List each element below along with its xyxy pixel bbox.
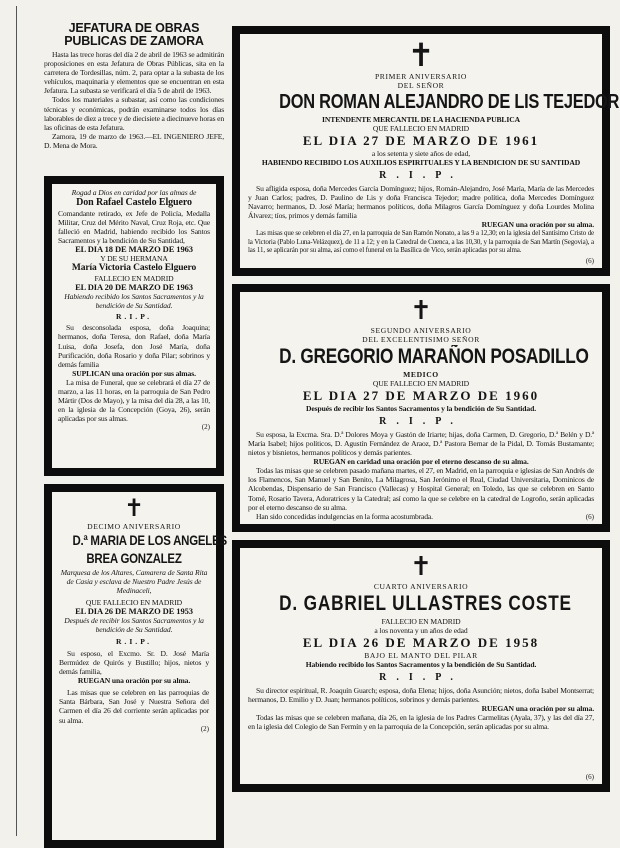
tejedor-sacramentos: HABIENDO RECIBIDO LOS AUXILIOS ESPIRITUALES Y LA BENDICION DE SU SANTIDAD — [261, 158, 581, 167]
ullastres-rip: R.I.P. — [379, 672, 463, 683]
right-column — [232, 26, 620, 792]
cross-icon: ✝ — [410, 296, 432, 326]
brea-rip: R.I.P. — [115, 637, 153, 646]
brea-name-1: D.ª MARIA DE LOS ANGELES — [72, 532, 227, 548]
castelo-name-2: María Victoria Castelo Elguero — [71, 263, 197, 274]
maranon-role: MEDICO — [403, 370, 439, 379]
castelo-desc-1: Comandante retirado, ex Jefe de Policía, Medalla Militar, Cruz del Mérito Naval, Cruz Roja, etc. Que falleció en Madrid, habiendo recibido los Santos Sacramentos y la bendición de Su Santidad, — [58, 209, 210, 246]
ullastres-masses: Todas las misas que se celebren mañana, día 26, en la iglesia de los Padres Carmelitas (Ayala, 37), y las del día 27, en la iglesia del Colegio de San Fermín y en la parroquia de la Concepción, serán aplicadas por su alma. — [248, 713, 594, 732]
tejedor-family: Su afligida esposa, doña Mercedes García Domínguez; hijos, Román-Alejandro, José María, María de las Mercedes y Juan Carlos; padres, D. Paulino de Lis y doña Francisca Tejedor; madre política, doña Mercedes Domínguez Navarro; hermanos, D. José María; hermanos políticos, doña Milagros García Domínguez y doña Lourdes Molina Álvarez; tíos, primos y demás familia — [248, 184, 594, 221]
maranon-indulgencias: Han sido concedidas indulgencias en la forma acostumbrada. — [256, 511, 433, 521]
tejedor-del: DEL SEÑOR — [397, 81, 445, 90]
brea-desc: Marquesa de los Altares, Camarera de Santa Rita de Casia y esclava de Nuestro Padre Jesús de Medinaceli, — [60, 568, 208, 595]
obituary-tejedor — [232, 26, 620, 276]
tejedor-aniversario: PRIMER ANIVERSARIO — [374, 72, 468, 81]
tejedor-date: EL DIA 27 DE MARZO DE 1961 — [302, 133, 540, 148]
castelo-intro: Rogad a Dios en caridad por las almas de — [71, 188, 197, 197]
tejedor-name: DON ROMAN ALEJANDRO DE LIS TEJEDOR — [279, 91, 620, 113]
obituary-castelo — [44, 176, 224, 476]
brea-number: (2) — [200, 724, 209, 733]
maranon-sacramentos: Después de recibir los Santos Sacramentos y la bendición de Su Santidad. — [305, 404, 537, 413]
maranon-del: DEL EXCELENTISIMO SEÑOR — [362, 335, 480, 344]
tejedor-age: a los setenta y siete años de edad, — [371, 149, 471, 158]
maranon-number: (6) — [585, 513, 594, 521]
castelo-number: (2) — [201, 423, 210, 432]
castelo-family: Su desconsolada esposa, doña Joaquina; hermanos, doña Teresa, don Rafael, doña María Luisa, doña Josefa, don José María, doña Purificación, doña Rosario y doña Pilar; sobrinos y demás familia — [58, 323, 210, 369]
maranon-family: Su esposa, la Excma. Sra. D.ª Dolores Moya y Gastón de Iriarte; hijas, doña Carmen, D. Gregorio, D.ª Belén y D.ª María Isabel; hijos políticos, D. Agustín Fernández de Araoz, D.ª Pastora Bernar de la Pidal, D. Tomás Bustamante; nietos y bisnietos, hermanos políticos y demás parientes. — [248, 430, 594, 458]
obituary-maranon — [232, 284, 610, 532]
ullastres-name: D. GABRIEL ULLASTRES COSTE — [279, 592, 572, 615]
ullastres-age: a los noventa y un años de edad — [374, 626, 468, 635]
castelo-rip: R.I.P. — [115, 312, 153, 322]
maranon-fallecio: QUE FALLECIO EN MADRID — [372, 379, 470, 388]
notice-title: JEFATURA DE OBRAS PUBLICAS DE ZAMORA — [64, 21, 204, 48]
notice-obras-publicas — [44, 22, 224, 172]
brea-masses: Las misas que se celebren en las parroquias de Santa Bárbara, San José y Nuestra Señora del Carmen el día 26 del corriente serán aplicadas por su alma. — [59, 688, 209, 725]
left-column — [44, 20, 227, 848]
tejedor-role: INTENDENTE MERCANTIL DE LA HACIENDA PUBLICA — [321, 115, 521, 124]
castelo-ruegan: SUPLICAN una oración por sus almas. — [72, 368, 196, 378]
brea-family: Su esposo, el Excmo. Sr. D. José María Bermúdez de Quirós y Bustillo; hijos, nietos y demás familia, — [59, 649, 209, 677]
tejedor-ruegan: RUEGAN una oración por su alma. — [481, 220, 594, 230]
obituary-ullastres — [232, 540, 610, 792]
cross-icon: ✝ — [410, 552, 432, 582]
castelo-fallecio: FALLECIO EN MADRID — [94, 274, 174, 284]
cross-icon: ✝ — [123, 494, 145, 522]
brea-name-2: BREA GONZALEZ — [86, 550, 182, 566]
tejedor-masses: Las misas que se celebren el día 27, en la parroquia de San Ramón Nonato, a las 9 a 12,30; en la iglesia del Santísimo Cristo de la Victoria (Pablo Luna-Velázquez), de 11 a 12; y en la Catedral de Cuenca, a las 10,30, y la parroquia de San Martín (Segovia), a las 11, se aplicarán por su alma, así como el funeral en la Basílica de Vico, serán aplicadas por su alma. — [248, 229, 594, 255]
brea-ruegan: RUEGAN una oración por su alma. — [77, 676, 191, 686]
notice-signature: Zamora, 19 de marzo de 1963.—EL INGENIERO JEFE, D. Mena de Mora. — [44, 131, 224, 150]
ullastres-number: (6) — [585, 773, 594, 781]
cross-icon: ✝ — [407, 36, 435, 74]
brea-fallecio: QUE FALLECIO EN MADRID — [85, 598, 183, 607]
ullastres-sacramentos: Habiendo recibido los Santos Sacramentos y la bendición de Su Santidad. — [305, 660, 537, 669]
castelo-date-2: EL DIA 20 DE MARZO DE 1963 — [75, 282, 193, 293]
ullastres-ruegan: RUEGAN una oración por su alma. — [481, 704, 594, 714]
maranon-date: EL DIA 27 DE MARZO DE 1960 — [302, 388, 540, 403]
tejedor-number: (6) — [585, 257, 594, 265]
castelo-date-1: EL DIA 18 DE MARZO DE 1963 — [75, 244, 193, 255]
ullastres-fallecio: FALLECIO EN MADRID — [381, 617, 461, 626]
tejedor-rip: R.I.P. — [379, 170, 463, 181]
tejedor-fallecio: QUE FALLECIO EN MADRID — [372, 124, 470, 133]
castelo-desc-2: Habiendo recibido los Santos Sacramentos y la bendición de Su Santidad. — [64, 292, 204, 311]
castelo-name-1: Don Rafael Castelo Elguero — [76, 197, 192, 208]
maranon-name: D. GREGORIO MARAÑON POSADILLO — [279, 345, 589, 368]
obituary-brea — [44, 484, 227, 848]
maranon-ruegan: RUEGAN en caridad una oración por el eterno descanso de su alma. — [313, 457, 529, 467]
notice-body: Hasta las trece horas del día 2 de abril de 1963 se admitirán proposiciones en esta Jefatura de Obras Públicas, sita en la carretera de Tordesillas, núm. 2, para optar a la subasta de los vehículos, maquinaria y elementos que se encuentran en esta Jefatura. La subasta se verificará el día 5 de abril de 1963. — [44, 50, 224, 96]
maranon-masses: Todas las misas que se celebren pasado mañana martes, el 27, en Madrid, en la parroquia e iglesias de San Andrés de los Flamencos, San Manuel y San Benito, La Milagrosa, San Jerónimo el Real, Ciudad Universitaria, Dominicos de Alcobendas, Dispensario de San Francisco (Vallecas) y Hospital General; en Toledo, las que se celebren en Santo Tomé, Rosario Tavera, Adoratrices y la Catedral; así como la que se celebre en la catedral de Logroño, serán aplicadas por el eterno descanso de su alma. — [248, 466, 594, 512]
maranon-rip: R.I.P. — [379, 416, 463, 427]
castelo-funeral: La misa de Funeral, que se celebrará el día 27 de marzo, a las 11 horas, en la parroquia de San Pedro Mártir (Dos de Mayo), y la misa del día 28, a las 10, en la iglesia de la Concepción (Goya, 26), serán aplicadas por sus almas. — [58, 377, 210, 424]
maranon-aniversario: SEGUNDO ANIVERSARIO — [370, 326, 472, 335]
brea-date: EL DIA 26 DE MARZO DE 1953 — [75, 606, 193, 616]
ullastres-aniversario: CUARTO ANIVERSARIO — [373, 582, 469, 591]
ullastres-pilar: BAJO EL MANTO DEL PILAR — [364, 651, 478, 660]
brea-desc-2: Después de recibir los Santos Sacramentos y la bendición de Su Santidad. — [64, 616, 204, 634]
notice-body-2: Todos los materiales a subastar, así como las condiciones técnicas y económicas, podrán examinarse todos los días laborables de diez a trece y de diecisiete a diecinueve horas en las oficinas de esta Jefatura. — [44, 95, 224, 132]
ullastres-date: EL DIA 26 DE MARZO DE 1958 — [302, 635, 540, 650]
ullastres-family: Su director espiritual, R. Joaquín Guarch; esposa, doña Elena; hijos, doña Asunción; nietos, doña Isabel Montserrat; hermanos, D. Emilio y D. Juan; hermanos políticos, sobrinos y demás parientes. — [248, 686, 594, 705]
castelo-mid: Y DE SU HERMANA — [100, 254, 168, 264]
brea-aniversario: DECIMO ANIVERSARIO — [87, 522, 181, 531]
